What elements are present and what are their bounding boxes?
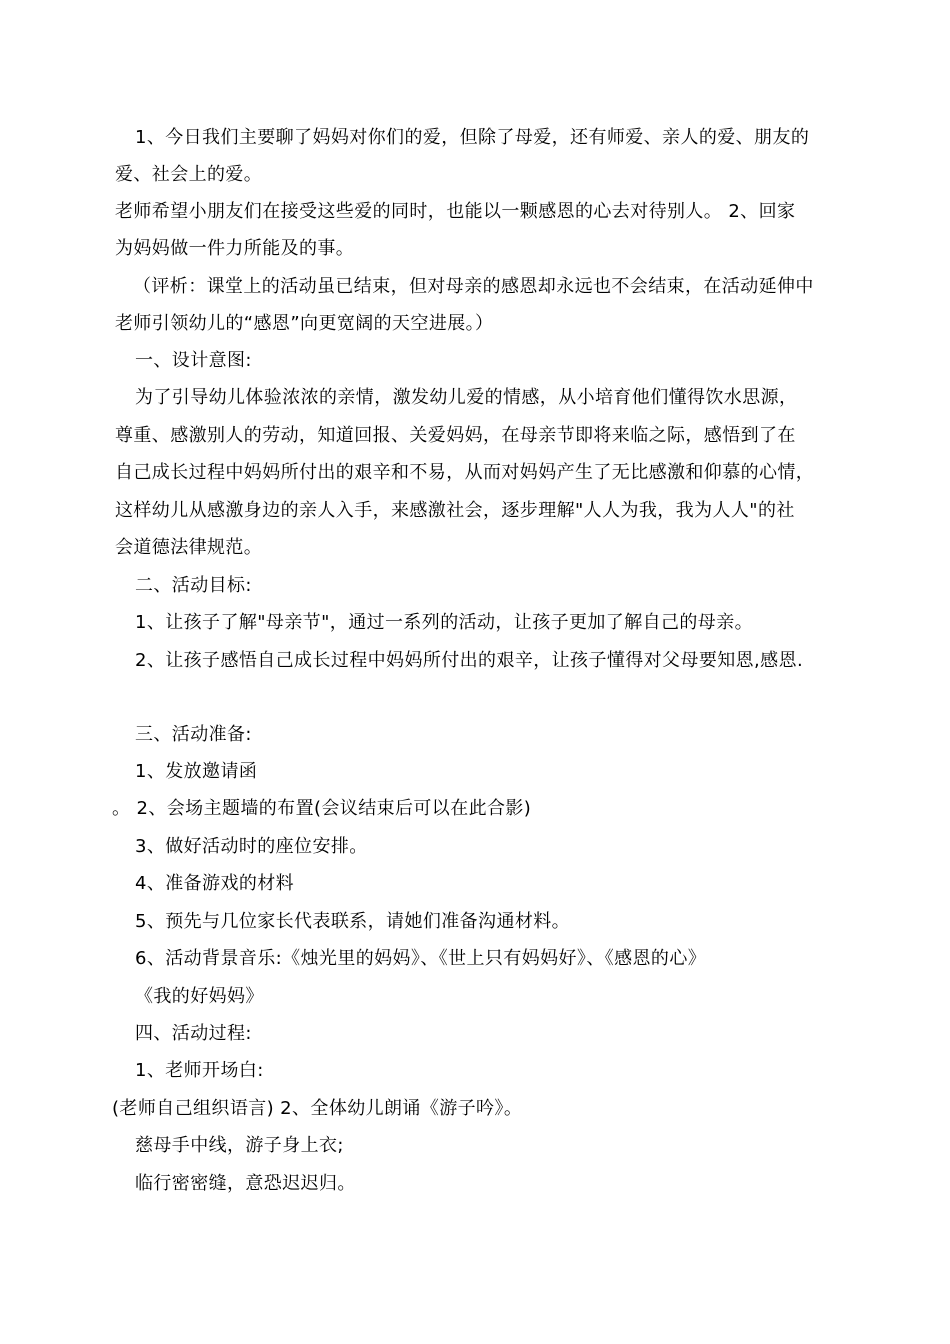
poem-line: 临行密密缝，意恐迟迟归。 — [135, 1173, 356, 1194]
text-line: 2、让孩子感悟自己成长过程中妈妈所付出的艰辛，让孩子懂得对父母要知恩,感恩. — [135, 650, 804, 671]
text-line: 1、今日我们主要聊了妈妈对你们的爱，但除了母爱，还有师爱、亲人的爱、朋友的 — [135, 127, 810, 148]
text-line: 3、做好活动时的座位安排。 — [135, 836, 368, 857]
text-line: 《我的好妈妈》 — [135, 986, 264, 1007]
text-line: 5、预先与几位家长代表联系，请她们准备沟通材料。 — [135, 911, 571, 932]
text-line: 尊重、感激别人的劳动，知道回报、关爱妈妈，在母亲节即将来临之际，感悟到了在 — [115, 425, 796, 446]
text-line: 1、发放邀请函 — [135, 761, 258, 782]
text-line: 爱、社会上的爱。 — [115, 164, 263, 185]
text-line: 1、让孩子了解"母亲节"，通过一系列的活动，让孩子更加了解自己的母亲。 — [135, 612, 754, 633]
section-heading: 一、设计意图: — [135, 350, 252, 371]
text-line: （评析：课堂上的活动虽已结束，但对母亲的感恩却永远也不会结束，在活动延伸中 — [133, 276, 814, 297]
text-line: 4、准备游戏的材料 — [135, 873, 295, 894]
text-line: (老师自己组织语言) 2、全体幼儿朗诵《游子吟》。 — [112, 1098, 523, 1119]
section-heading: 二、活动目标: — [135, 575, 252, 596]
text-line: 为妈妈做一件力所能及的事。 — [115, 238, 355, 259]
text-line: 老师希望小朋友们在接受这些爱的同时，也能以一颗感恩的心去对待别人。 2、回家 — [115, 201, 796, 222]
text-line: 自己成长过程中妈妈所付出的艰辛和不易，从而对妈妈产生了无比感激和仰慕的心情， — [115, 462, 815, 483]
text-line: 会道德法律规范。 — [115, 537, 263, 558]
text-line: 这样幼儿从感激身边的亲人入手，来感激社会，逐步理解"人人为我，我为人人"的社 — [115, 500, 795, 521]
section-heading: 三、活动准备: — [135, 724, 252, 745]
text-line: 。 2、会场主题墙的布置(会议结束后可以在此合影) — [112, 798, 532, 819]
text-line: 老师引领幼儿的“感恩”向更宽阔的天空进展。） — [115, 313, 494, 334]
text-line: 1、老师开场白: — [135, 1060, 264, 1081]
poem-line: 慈母手中线，游子身上衣; — [135, 1135, 344, 1156]
section-heading: 四、活动过程: — [135, 1023, 252, 1044]
text-line: 为了引导幼儿体验浓浓的亲情，激发幼儿爱的情感，从小培育他们懂得饮水思源， — [135, 387, 798, 408]
text-line: 6、活动背景音乐:《烛光里的妈妈》、《世上只有妈妈好》、《感恩的心》 — [135, 948, 707, 969]
